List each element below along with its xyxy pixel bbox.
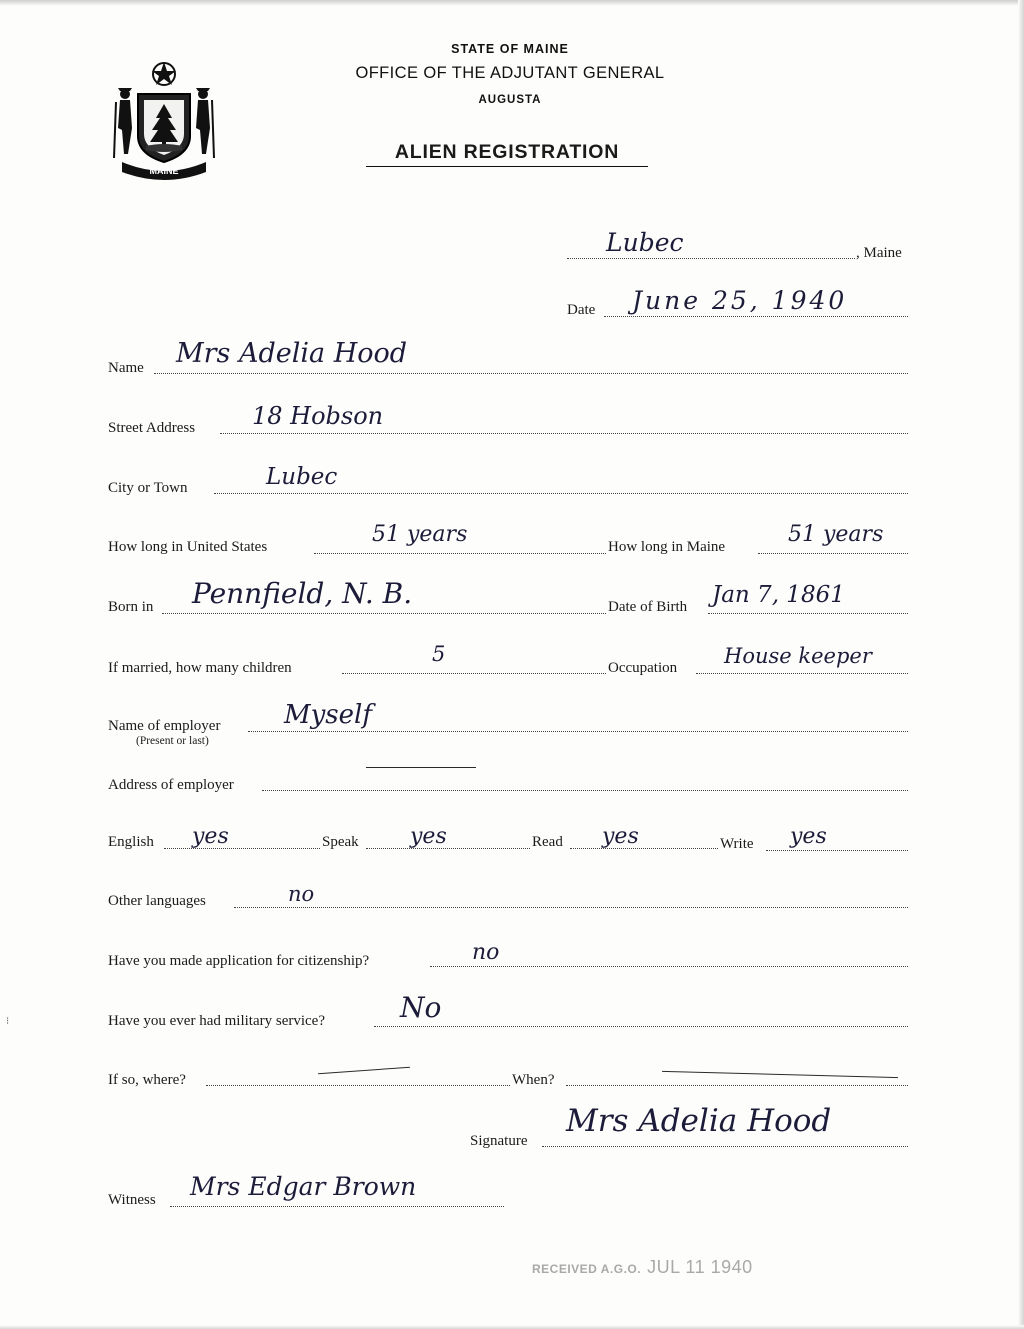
date-label: Date [567, 302, 596, 318]
how-long-maine-value: 51 years [788, 522, 884, 547]
name-line [154, 373, 908, 374]
city-heading: AUGUSTA [478, 94, 542, 106]
occupation-label: Occupation [608, 660, 678, 676]
employer-name-label: Name of employer [108, 718, 221, 734]
name-label: Name [108, 360, 144, 376]
english-value: yes [192, 824, 229, 849]
employer-name-sublabel: (Present or last) [136, 735, 209, 747]
received-stamp-date: JUL 11 1940 [647, 1257, 753, 1277]
scan-edge-top [0, 0, 1024, 6]
how-long-us-value: 51 years [372, 522, 468, 547]
how-long-us-line [314, 553, 606, 554]
born-in-value: Pennfield, N. B. [192, 577, 413, 610]
street-address-line [220, 433, 908, 434]
place-line [567, 258, 855, 259]
state-seal-icon [108, 58, 220, 180]
how-long-maine-line [758, 553, 908, 554]
born-in-line [162, 613, 606, 614]
employer-address-label: Address of employer [108, 777, 234, 793]
if-so-where-line [206, 1085, 510, 1086]
signature-label: Signature [470, 1133, 528, 1149]
citizenship-label: Have you made application for citizenship? [108, 953, 370, 969]
employer-name-value: Myself [284, 700, 372, 730]
where-blank-dash [318, 1067, 410, 1074]
occupation-value: House keeper [724, 644, 872, 668]
read-value: yes [602, 824, 639, 849]
speak-label: Speak [322, 834, 359, 850]
witness-label: Witness [108, 1192, 156, 1208]
date-of-birth-value: Jan 7, 1861 [712, 582, 845, 608]
scan-edge-right [1018, 0, 1024, 1329]
svg-text:MAINE: MAINE [149, 166, 179, 176]
witness-line [170, 1206, 504, 1207]
scan-edge-bottom [0, 1325, 1024, 1329]
signature-line [542, 1146, 908, 1147]
city-or-town-value: Lubec [266, 464, 338, 490]
place-value: Lubec [606, 228, 684, 257]
employer-blank-dash [366, 767, 476, 768]
speak-line [366, 848, 530, 849]
english-line [164, 848, 320, 849]
margin-mark: ⁝ [6, 1016, 10, 1027]
when-line [566, 1085, 908, 1086]
military-service-label: Have you ever had military service? [108, 1013, 325, 1029]
children-label: If married, how many children [108, 660, 292, 676]
other-languages-line [234, 907, 908, 908]
english-label: English [108, 834, 154, 850]
citizenship-value: no [472, 940, 500, 965]
received-stamp-text: RECEIVED A.G.O. [532, 1262, 642, 1276]
read-line [570, 848, 718, 849]
date-value: June 25, 1940 [632, 286, 848, 315]
military-service-value: No [400, 991, 442, 1024]
how-long-us-label: How long in United States [108, 539, 268, 555]
when-label: When? [512, 1072, 555, 1088]
citizenship-line [430, 966, 908, 967]
city-or-town-label: City or Town [108, 480, 188, 496]
speak-value: yes [410, 824, 447, 849]
street-address-value: 18 Hobson [252, 402, 384, 430]
write-label: Write [720, 836, 754, 852]
date-of-birth-label: Date of Birth [608, 599, 688, 615]
signature-value: Mrs Adelia Hood [566, 1103, 832, 1139]
other-languages-value: no [288, 882, 315, 906]
children-line [342, 673, 606, 674]
office-heading: OFFICE OF THE ADJUTANT GENERAL [355, 64, 665, 82]
how-long-maine-label: How long in Maine [608, 539, 726, 555]
read-label: Read [532, 834, 563, 850]
write-line [766, 850, 908, 851]
other-languages-label: Other languages [108, 893, 206, 909]
date-line [604, 316, 908, 317]
name-value: Mrs Adelia Hood [176, 338, 408, 369]
children-value: 5 [432, 642, 446, 666]
witness-value: Mrs Edgar Brown [190, 1172, 417, 1201]
received-stamp [532, 1257, 753, 1278]
state-heading: STATE OF MAINE [451, 42, 569, 56]
write-value: yes [790, 824, 827, 849]
date-of-birth-line [708, 613, 908, 614]
employer-name-line [248, 731, 908, 732]
occupation-line [696, 673, 908, 674]
employer-address-line [262, 790, 908, 791]
street-address-label: Street Address [108, 420, 196, 436]
place-suffix: , Maine [856, 245, 902, 261]
military-service-line [374, 1026, 908, 1027]
city-or-town-line [214, 493, 908, 494]
born-in-label: Born in [108, 599, 154, 615]
form-title: ALIEN REGISTRATION [366, 141, 648, 167]
when-blank-dash [662, 1071, 898, 1078]
if-so-where-label: If so, where? [108, 1072, 186, 1088]
